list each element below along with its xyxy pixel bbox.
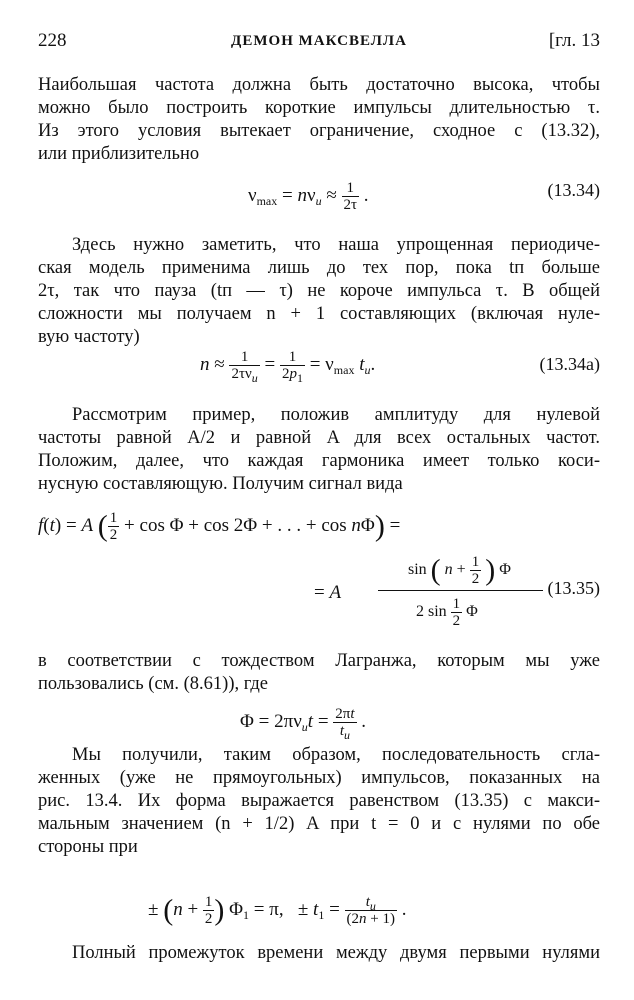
text-line: можно было построить короткие импульсы длительностью τ.: [38, 98, 600, 118]
text-line: ская модель применима лишь до тех пор, пока tп больше: [38, 258, 600, 278]
text-line: 2τ, так что пауза (tп — τ) не короче импульса τ. В общей: [38, 281, 600, 301]
equation-13-34a: [38, 344, 600, 388]
page-number: 228: [38, 30, 67, 51]
formula-nu-max: $\nu_{max} = n\nu_u$ ≈ $\frac{1}{2\tau}$ .: [248, 180, 369, 213]
page-header: [38, 30, 600, 54]
paragraph-6: [38, 942, 600, 965]
text-line: мальным значением (n + 1/2) A при t = 0 и с нулями по обе: [38, 814, 600, 834]
text-line: вую частоту): [38, 327, 140, 347]
equation-number: (13.34): [547, 180, 600, 200]
text-line: в соответствии с тождеством Лагранжа, которым мы уже: [38, 651, 600, 671]
equation-phi: [38, 700, 600, 744]
text-line: женных (уже не прямоугольных) импульсов, показанных на: [38, 768, 600, 788]
formula-numerator: sin ( n + $\frac{1}{2}$ ) Φ: [408, 553, 511, 587]
paragraph-3: [38, 404, 600, 496]
equation-number: (13.34a): [539, 354, 600, 374]
paragraph-1: [38, 74, 600, 166]
text-line: сложности мы получаем n + 1 составляющих (включая нуле-: [38, 304, 600, 324]
paragraph-4: [38, 650, 600, 696]
text-line: частоты равной A/2 и равной A для всех остальных частот.: [38, 428, 600, 448]
text-line: Наибольшая частота должна быть достаточно высока, чтобы: [38, 75, 600, 95]
text-line: Рассмотрим пример, положив амплитуду для нулевой: [72, 405, 600, 425]
text-line: Полный промежуток времени между двумя первыми нулями: [72, 943, 600, 963]
equation-zeros: [38, 890, 600, 934]
text-line: или приблизительно: [38, 144, 200, 164]
text-line: Из этого условия вытекает ограничение, сходное с (13.32),: [38, 121, 600, 141]
paragraph-2: [38, 234, 600, 349]
text-line: Мы получили, таким образом, последовательность сгла-: [72, 745, 600, 765]
text-line: Положим, далее, что каждая гармоника имеет только коси-: [38, 451, 600, 471]
formula-f-of-t: f(t) = A ( $\frac{1}{2}$ + cos Φ + cos 2Φ + . . . + cos nΦ) =: [38, 509, 401, 543]
formula-denominator: 2 sin $\frac{1}{2}$ Φ: [416, 596, 478, 629]
running-title: ДЕМОН МАКСВЕЛЛА: [231, 33, 407, 49]
text-line: Здесь нужно заметить, что наша упрощенная периодиче-: [72, 235, 600, 255]
chapter-label: [гл. 13: [548, 30, 600, 51]
equation-13-35: [38, 504, 600, 636]
equation-number: (13.35): [547, 578, 600, 598]
formula-zeros: ± (n + $\frac{1}{2}$ ) $\Phi_1 = \pi$, ± $t_1$ = $\frac{t_u}{(2n + 1)}$ .: [148, 893, 407, 927]
formula-equals-a: = A: [314, 582, 342, 603]
text-line: нусную составляющую. Получим сигнал вида: [38, 474, 403, 494]
text-line: стороны при: [38, 837, 138, 857]
text-line: рис. 13.4. Их форма выражается равенством (13.35) с макси-: [38, 791, 600, 811]
text-line: пользовались (см. (8.61)), где: [38, 674, 269, 694]
fraction-bar: [378, 590, 543, 591]
equation-13-34: [38, 172, 600, 216]
formula-phi: $\Phi = 2\pi\nu_ut$ = $\frac{2\pi t}{t_u}$ .: [240, 706, 367, 742]
formula-n: n ≈ $\frac{1}{2\tau\nu_u}$ = $\frac{1}{2p_1}$ = $\nu_{max}$ $t_u$.: [200, 349, 376, 385]
paragraph-5: [38, 744, 600, 859]
